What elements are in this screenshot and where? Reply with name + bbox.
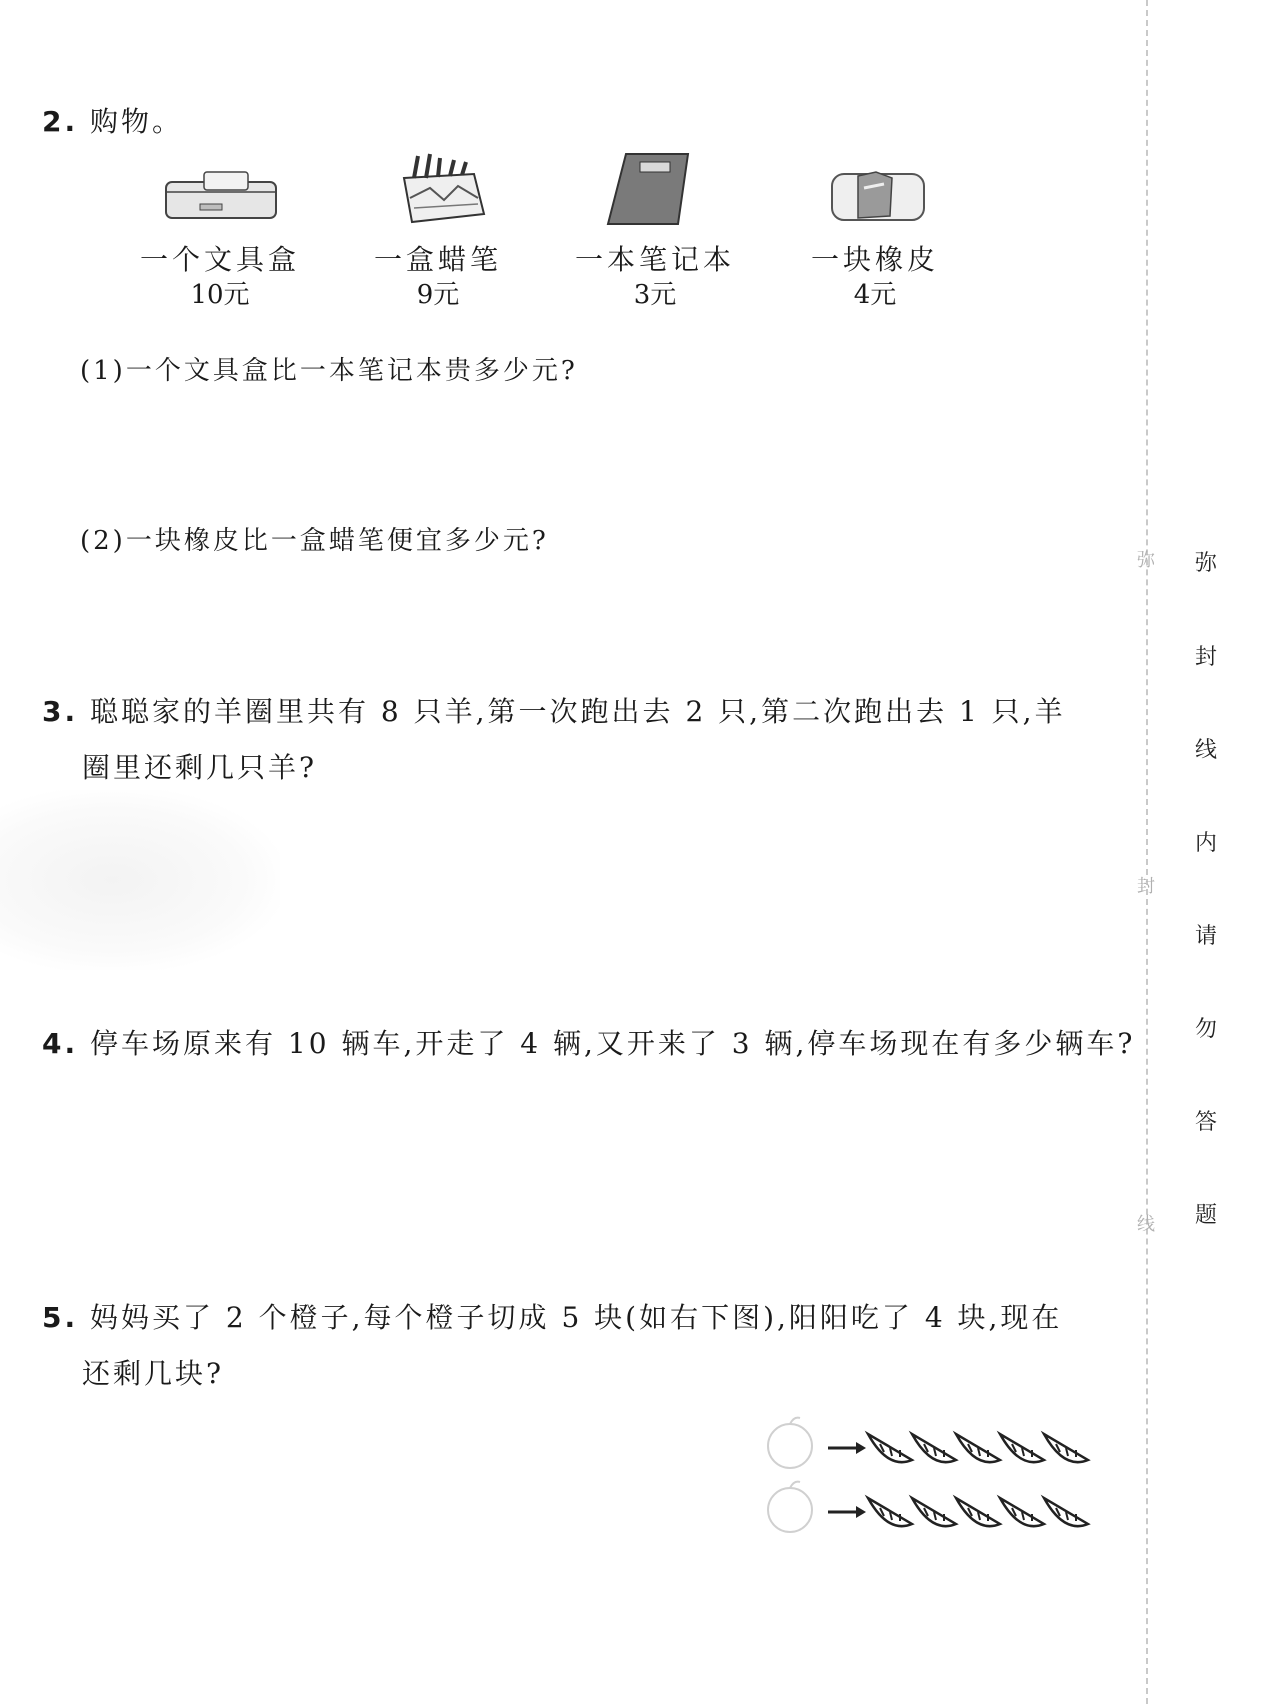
seal-mark-1: 弥 (1137, 550, 1155, 571)
q5-text-2: 还剩几块? (82, 1357, 225, 1390)
arrow-icon (828, 1442, 866, 1454)
item-price-notebook: 3元 (633, 280, 677, 310)
item-price-eraser: 4元 (853, 280, 897, 310)
q2-heading (42, 100, 183, 140)
orange-slice-icon (956, 1434, 1000, 1462)
orange-slices-diagram (760, 1410, 1100, 1550)
orange-slice-icon (956, 1498, 1000, 1526)
q4-line-1 (42, 1022, 1135, 1062)
item-price-crayons: 9元 (416, 280, 460, 310)
q4-text-1: 停车场原来有 10 辆车,开走了 4 辆,又开来了 3 辆,停车场现在有多少辆车? (90, 1027, 1136, 1060)
item-price-pencil-case: 10元 (190, 280, 250, 310)
seal-dashed-line (1146, 0, 1148, 1704)
seal-text-char: 弥 (1194, 551, 1217, 576)
slice-row-1 (868, 1434, 1088, 1462)
pencil-case-icon (160, 168, 282, 228)
q3-text-1: 聪聪家的羊圈里共有 8 只羊,第一次跑出去 2 只,第二次跑出去 1 只,羊 (90, 695, 1066, 728)
q5-line-1 (42, 1296, 1062, 1336)
crayon-box-icon (394, 148, 490, 228)
orange-row-2 (768, 1482, 1088, 1532)
seal-text-char: 勿 (1194, 1017, 1217, 1042)
notebook-icon (604, 150, 690, 230)
eraser-icon (828, 164, 928, 226)
seal-text-char: 答 (1194, 1110, 1217, 1135)
orange-slice-icon (1044, 1498, 1088, 1526)
orange-icon (768, 1482, 812, 1532)
orange-row-1 (768, 1418, 1088, 1468)
seal-text-char: 内 (1194, 831, 1217, 856)
arrow-icon (828, 1506, 866, 1518)
orange-slice-icon (912, 1498, 956, 1526)
item-name-crayons: 一盒蜡笔 (373, 243, 502, 276)
seal-mark-3: 线 (1137, 1214, 1155, 1235)
orange-slice-icon (868, 1434, 912, 1462)
orange-slice-icon (868, 1498, 912, 1526)
seal-text-char: 题 (1194, 1203, 1217, 1228)
q3-text-2: 圈里还剩几只羊? (82, 751, 318, 784)
q2-sub-question-1: (1)一个文具盒比一本笔记本贵多少元? (80, 356, 578, 386)
orange-slice-icon (1000, 1498, 1044, 1526)
seal-text-char: 封 (1194, 645, 1217, 670)
seal-mark-2: 封 (1137, 876, 1155, 897)
item-name-pencil-case: 一个文具盒 (139, 243, 300, 276)
q5-number: 5. (42, 1301, 79, 1334)
orange-slice-icon (1044, 1434, 1088, 1462)
orange-slice-icon (912, 1434, 956, 1462)
q2-sub-question-2: (2)一块橡皮比一盒蜡笔便宜多少元? (80, 526, 549, 556)
q4-number: 4. (42, 1027, 79, 1060)
q5-text-1: 妈妈买了 2 个橙子,每个橙子切成 5 块(如右下图),阳阳吃了 4 块,现在 (90, 1301, 1063, 1334)
seal-text-char: 线 (1194, 738, 1217, 763)
q2-title: 购物。 (90, 105, 184, 138)
orange-icon (768, 1418, 812, 1468)
q3-number: 3. (42, 695, 79, 728)
scan-background-stain (0, 790, 280, 970)
q3-line-1 (42, 690, 1066, 730)
seal-text-char: 请 (1194, 924, 1217, 949)
item-name-eraser: 一块橡皮 (810, 243, 939, 276)
item-name-notebook: 一本笔记本 (574, 243, 735, 276)
q2-number: 2. (42, 105, 79, 138)
orange-slice-icon (1000, 1434, 1044, 1462)
slice-row-2 (868, 1498, 1088, 1526)
